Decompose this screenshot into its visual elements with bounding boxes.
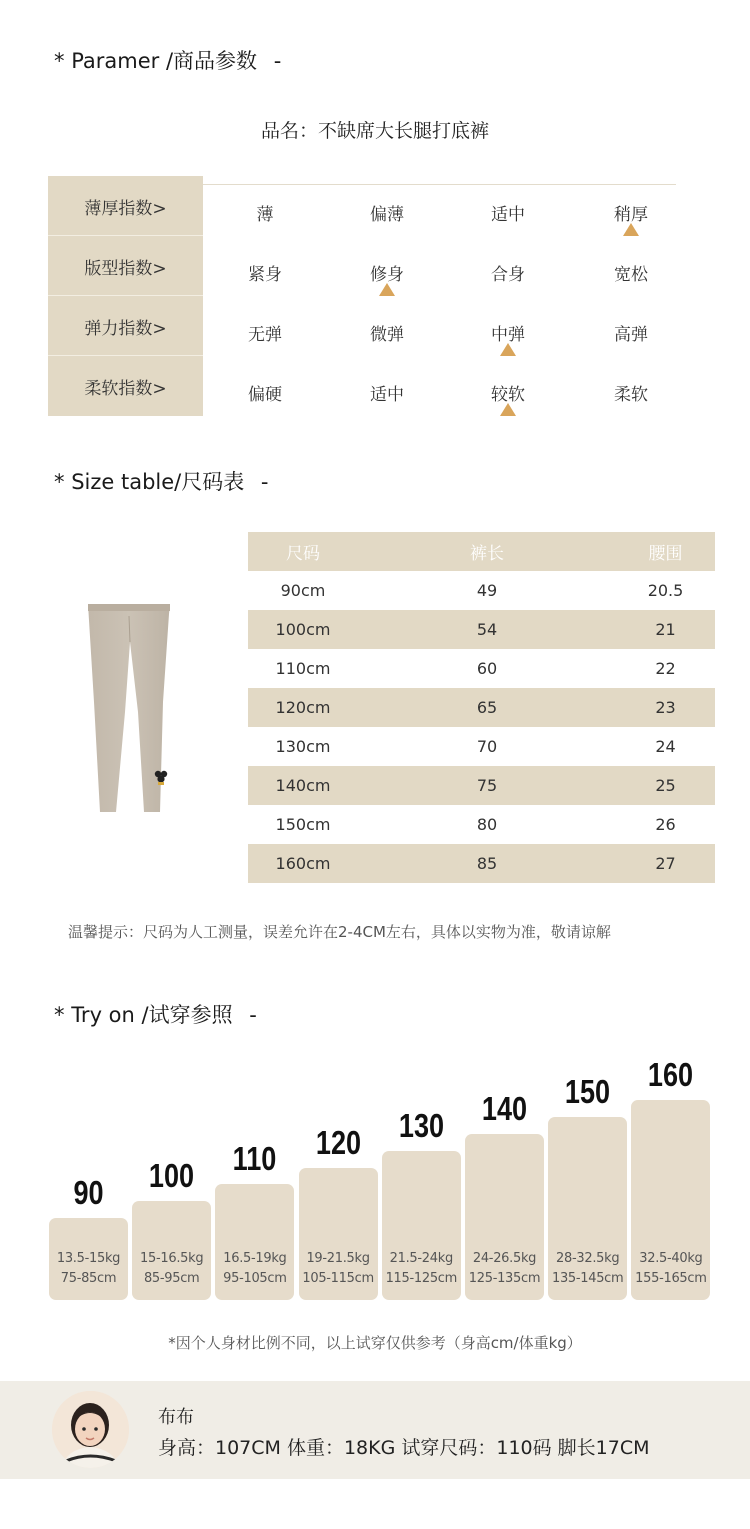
tryon-note: *因个人身材比例不同，以上试穿仅供参考（身高cm/体重kg） bbox=[168, 1334, 582, 1352]
size-cell: 130cm bbox=[275, 737, 331, 756]
size-table-row bbox=[248, 766, 715, 805]
param-option bbox=[225, 320, 305, 345]
product-name: 品名：不缺席大长腿打底裤 bbox=[260, 120, 489, 142]
size-cell: 100cm bbox=[275, 620, 331, 639]
size-table-row bbox=[248, 727, 715, 766]
param-option-label: 适中 bbox=[370, 385, 404, 405]
tryon-size-label: 120 bbox=[315, 1123, 361, 1161]
size-header-cell: 尺码 bbox=[286, 544, 320, 564]
size-header-cell: 腰围 bbox=[648, 544, 683, 564]
param-label: 薄厚指数> bbox=[48, 176, 203, 236]
param-option-label: 较软 bbox=[491, 385, 525, 405]
tryon-info bbox=[380, 1249, 463, 1289]
tryon-height: 75-85cm bbox=[60, 1271, 117, 1286]
tryon-height: 85-95cm bbox=[143, 1271, 200, 1286]
size-cell: 80 bbox=[476, 815, 498, 834]
size-cell: 75 bbox=[476, 776, 498, 795]
param-option-label: 修身 bbox=[370, 265, 404, 285]
tryon-weight: 16.5-19kg bbox=[223, 1251, 287, 1266]
size-table-row bbox=[248, 805, 715, 844]
size-table-row bbox=[248, 688, 715, 727]
tryon-weight: 19-21.5kg bbox=[306, 1251, 370, 1266]
size-table bbox=[248, 532, 715, 883]
param-option bbox=[347, 200, 427, 225]
tryon-size-label: 100 bbox=[149, 1157, 195, 1195]
param-option-label: 无弹 bbox=[248, 325, 282, 345]
size-table-row bbox=[248, 844, 715, 883]
tryon-info bbox=[546, 1249, 629, 1289]
size-table-row bbox=[248, 610, 715, 649]
tryon-height: 155-165cm bbox=[635, 1271, 707, 1286]
param-section-title: * Paramer /商品参数 - bbox=[54, 49, 282, 73]
param-option-label: 高弹 bbox=[614, 325, 648, 345]
param-option-label: 微弹 bbox=[370, 325, 404, 345]
param-option bbox=[591, 200, 671, 225]
size-cell: 26 bbox=[655, 815, 676, 834]
param-option-label: 紧身 bbox=[248, 265, 282, 285]
size-cell: 49 bbox=[476, 581, 498, 600]
tryon-weight: 32.5-40kg bbox=[639, 1251, 703, 1266]
param-option bbox=[468, 200, 548, 225]
size-cell: 150cm bbox=[275, 815, 331, 834]
param-option bbox=[347, 380, 427, 405]
param-label: 弹力指数> bbox=[48, 296, 203, 356]
param-option-label: 偏薄 bbox=[370, 205, 404, 225]
tryon-info bbox=[213, 1249, 296, 1289]
tryon-size-label: 140 bbox=[481, 1090, 528, 1127]
tryon-weight: 15-16.5kg bbox=[140, 1251, 204, 1266]
tryon-info bbox=[463, 1249, 546, 1289]
tryon-height: 125-135cm bbox=[468, 1271, 541, 1286]
size-cell: 60 bbox=[476, 659, 498, 678]
tryon-info bbox=[629, 1249, 712, 1289]
selected-marker-icon bbox=[379, 283, 395, 296]
size-cell: 21 bbox=[655, 620, 676, 639]
param-option bbox=[591, 380, 671, 405]
param-option bbox=[347, 320, 427, 345]
param-option-label: 薄 bbox=[256, 205, 274, 225]
param-option-label: 宽松 bbox=[614, 265, 648, 285]
param-option-label: 中弹 bbox=[491, 325, 525, 345]
size-cell: 27 bbox=[655, 854, 676, 873]
param-option-label: 适中 bbox=[491, 205, 525, 225]
size-cell: 22 bbox=[655, 659, 676, 678]
size-cell: 160cm bbox=[275, 854, 331, 873]
param-option-label: 柔软 bbox=[614, 385, 648, 405]
tryon-size-label: 150 bbox=[565, 1073, 611, 1111]
param-option bbox=[225, 200, 305, 225]
param-option bbox=[468, 380, 548, 405]
tryon-size-label: 160 bbox=[648, 1056, 694, 1094]
size-header-cell: 裤长 bbox=[470, 544, 504, 564]
tryon-height: 105-115cm bbox=[302, 1271, 374, 1286]
param-option bbox=[468, 260, 548, 285]
tryon-weight: 24-26.5kg bbox=[472, 1251, 537, 1266]
leggings-image bbox=[80, 602, 178, 816]
size-cell: 65 bbox=[476, 698, 498, 717]
size-table-row bbox=[248, 649, 715, 688]
tryon-height: 95-105cm bbox=[223, 1271, 287, 1286]
param-option bbox=[591, 320, 671, 345]
tryon-weight: 28-32.5kg bbox=[556, 1251, 620, 1266]
size-cell: 70 bbox=[476, 737, 498, 756]
selected-marker-icon bbox=[500, 343, 516, 356]
size-cell: 110cm bbox=[275, 659, 331, 678]
tryon-size-label: 110 bbox=[233, 1140, 277, 1178]
param-option bbox=[225, 380, 305, 405]
measurement-tip: 温馨提示：尺码为人工测量，误差允许在2-4CM左右，具体以实物为准，敬请谅解 bbox=[68, 923, 611, 941]
size-table-header bbox=[248, 532, 715, 571]
tryon-size-label: 90 bbox=[73, 1174, 104, 1211]
avatar bbox=[52, 1391, 129, 1468]
tryon-height: 135-145cm bbox=[551, 1271, 624, 1286]
param-row bbox=[48, 356, 688, 416]
param-option bbox=[347, 260, 427, 285]
tryon-size-label: 130 bbox=[398, 1106, 444, 1144]
param-option-label: 稍厚 bbox=[614, 205, 648, 225]
selected-marker-icon bbox=[500, 403, 516, 416]
size-cell: 54 bbox=[476, 620, 498, 639]
selected-marker-icon bbox=[623, 223, 639, 236]
param-option-label: 合身 bbox=[491, 265, 525, 285]
size-cell: 24 bbox=[655, 737, 676, 756]
size-cell: 25 bbox=[655, 776, 676, 795]
tryon-info bbox=[297, 1249, 380, 1289]
param-row bbox=[48, 176, 688, 236]
model-info: 身高：107CM 体重：18KG 试穿尺码：110码 脚长17CM bbox=[158, 1437, 650, 1459]
param-option bbox=[225, 260, 305, 285]
size-cell: 20.5 bbox=[647, 581, 684, 600]
size-cell: 120cm bbox=[275, 698, 331, 717]
tryon-info bbox=[47, 1249, 130, 1289]
param-label: 版型指数> bbox=[48, 236, 203, 296]
tryon-weight: 21.5-24kg bbox=[389, 1251, 453, 1266]
param-row bbox=[48, 236, 688, 296]
size-cell: 140cm bbox=[275, 776, 331, 795]
param-option bbox=[468, 320, 548, 345]
tryon-weight: 13.5-15kg bbox=[56, 1251, 121, 1266]
param-option-label: 偏硬 bbox=[248, 385, 282, 405]
size-table-row bbox=[248, 571, 715, 610]
size-cell: 85 bbox=[476, 854, 498, 873]
tryon-info bbox=[130, 1249, 213, 1289]
size-cell: 23 bbox=[655, 698, 676, 717]
tryon-section-title: * Try on /试穿参照 - bbox=[54, 1003, 257, 1027]
size-section-title: * Size table/尺码表 - bbox=[54, 470, 269, 494]
param-option bbox=[591, 260, 671, 285]
model-name: 布布 bbox=[158, 1407, 194, 1428]
tryon-height: 115-125cm bbox=[385, 1271, 458, 1286]
param-label: 柔软指数> bbox=[48, 356, 203, 416]
size-cell: 90cm bbox=[280, 581, 326, 600]
param-row bbox=[48, 296, 688, 356]
